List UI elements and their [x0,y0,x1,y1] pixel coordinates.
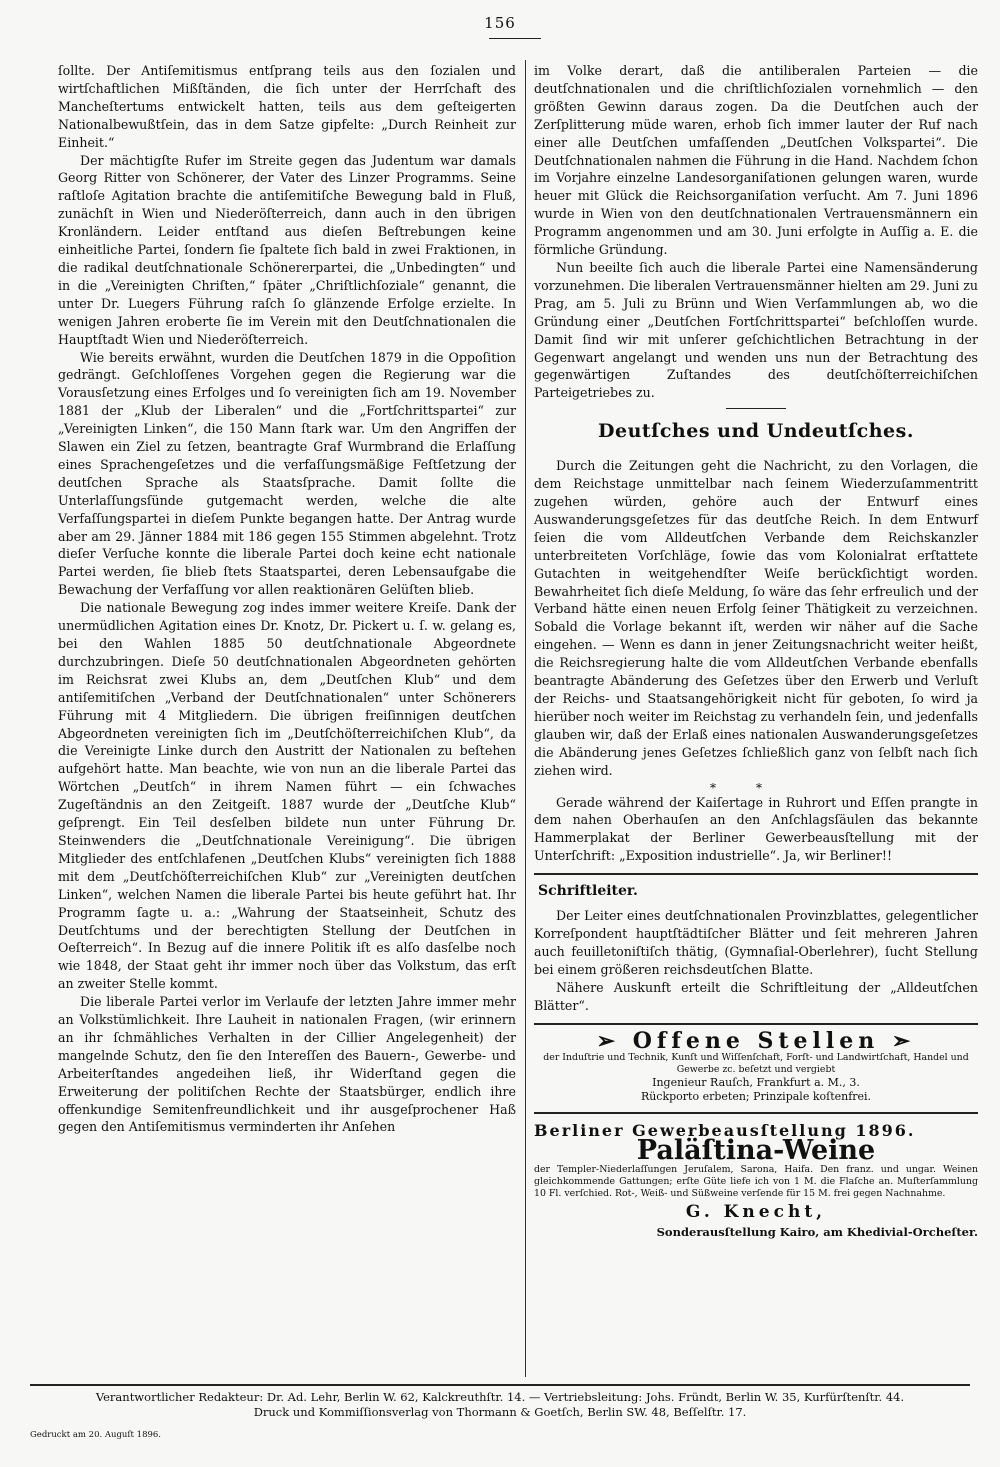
left-column [58,62,516,1136]
page-number-rule [489,38,541,39]
right-column [534,62,978,1242]
article-paragraph: Wie bereits erwähnt, wurden die Deutſchen 1879 in die Oppoſition gedrängt. Geſchloſſenes Vorgehen gegen die Regierung war die Vorausſetzung eines Erfolges und ſo vereinigten ſich am 19. November 1881 der „Klub der Liberalen“ und die „Fortſchrittspartei“ zur „Vereinigten Linken“, die 150 Mann ſtark war. Um den Angriffen der Slawen ein Ziel zu ſetzen, beantragte Graf Wurmbrand die Erlaſſung eines Sprachengeſetzes und die verfaſſungsmäßige Feſtſetzung der deutſchen Sprache als Staatsſprache. Damit ſollte die Unterlaſſungsſünde gutgemacht werden, welche die alte Verfaſſungspartei in dieſem Punkte begangen hatte. Der Antrag wurde aber am 29. Jänner 1884 mit 186 gegen 155 Stimmen abgelehnt. Trotz dieſer Verſuche konnte die liberale Partei doch keine echt nationale Partei werden, ſie blieb ſtets Staatspartei, deren Lebensaufgabe die Bewachung der Verfaſſung vor allen reaktionären Gelüſten blieb. [58,349,516,598]
ornament-right-icon: ➣ [879,1027,916,1054]
article-paragraph: ſollte. Der Antiſemitismus entſprang teils aus den ſozialen und wirtſchaftlichen Mißſtänden, die ſich unter der Herrſchaft des Mancheſtertums entwickelt hatten, teils aus dem geſteigerten Nationalbewußtſein, das in dem Satze gipfelte: „Durch Reinheit zur Einheit.“ [58,63,516,150]
ad-rule [534,873,978,875]
footer-line: Druck und Kommiſſionsverlag von Thormann & Goetſch, Berlin SW. 48, Beſſelſtr. 17. [253,1405,747,1419]
ad-rule [534,1023,978,1025]
section-rule [726,408,786,409]
ad-offene-stellen [534,1027,978,1105]
continued-article [534,62,978,402]
ad-sub: Sonderausſtellung Kairo, am Khedivial-Orcheſter. [656,1225,978,1240]
star-separator: ** [710,780,802,795]
article-paragraph: Die nationale Bewegung zog indes immer weitere Kreiſe. Dank der unermüdlichen Agitation eines Dr. Knotz, Dr. Pickert u. ſ. w. gelang es, bei den Wahlen 1885 50 deutſchnationale Abgeordnete durchzubringen. Dieſe 50 deutſchnationalen Abgeordneten gehörten im Reichsrat zwei Klubs an, dem „Deutſchen Klub“ und dem antiſemitiſchen „Verband der Deutſchnationalen“ unter Schönerers Führung mit 4 Mitgliedern. Die übrigen freiſinnigen deutſchen Abgeordneten vereinigten ſich im „Deutſchöſterreichiſchen Klub“, da die Vereinigte Linke durch den Austritt der Nationalen zu beſtehen aufgehört hatte. Man beachte, wie von nun an die liberale Partei das Wörtchen „Deutſch“ in ihrem Namen führt — ein ſchwaches Zugeſtändnis an den Zeitgeiſt. 1887 wurde der „Deutſche Klub“ geſprengt. Ein Teil desſelben bildete nun unter Führung Dr. Steinwenders die „Deutſchnationale Vereinigung“. Die übrigen Mitglieder des entſchlafenen „Deutſchen Klubs“ vereinigten ſich 1888 mit dem „Deutſchöſterreichiſchen Klub“ zur „Vereinigten deutſchen Linken“, welchen Namen die liberale Partei bis heute geführt hat. Ihr Programm ſagte u. a.: „Wahrung der Staatseinheit, Schutz des Deutſchtums und der berechtigten Stellung der Deutſchen in Oeſterreich“. In Bezug auf die innere Politik iſt es alſo dasſelbe noch wie 1848, der Staat geht ihr immer noch über das Volkstum, das erſt an zweiter Stelle kommt. [58,600,516,992]
article-paragraph: Nun beeilte ſich auch die liberale Partei eine Namensänderung vorzunehmen. Die liberalen Vertrauensmänner hielten am 29. Juni zu Prag, am 5. Juli zu Brünn und Wien Verſammlungen ab, wo die Gründung einer „Deutſchen Fortſchrittspartei“ beſchloſſen wurde. Damit ſind wir mit unſerer geſchichtlichen Betrachtung in der Gegenwart angelangt und wenden uns nun der Betrachtung des gegenwärtigen Zuſtandes des deutſchöſterreichiſchen Parteigetriebes zu. [534,259,978,401]
article-paragraph: Der mächtigſte Rufer im Streite gegen das Judentum war damals Georg Ritter von Schönerer, der Vater des Linzer Programms. Seine raſtloſe Agitation brachte die antiſemitiſche Bewegung bald in Fluß, zunächſt in Wien und Niederöſterreich, dann auch in den übrigen Kronländern. Leider entſtand aus dieſen Beſtrebungen keine einheitliche Partei, ſondern ſie ſpaltete ſich bald in zwei Fraktionen, in die radikal deutſchnationale Schönererpartei, die „Unbedingten“ und in die „Vereinigten Chriſten,“ ſpäter „Chriſtlichſoziale“ genannt, die unter Dr. Luegers Führung raſch ſo glänzende Erfolge erzielte. In wenigen Jahren eroberte ſie im Verein mit den Deutſchnationalen die Hauptſtadt Wien und Niederöſterreich. [58,152,516,347]
ad-contact: Ingenieur Rauſch, Frankfurt a. M., 3. [652,1076,860,1090]
ad-rule [534,1112,978,1114]
imprint-footer [30,1384,970,1420]
ad-name: G. Knecht, [685,1202,827,1223]
article-paragraph: Gerade während der Kaiſertage in Ruhrort und Eſſen prangte in dem nahen Oberhauſen an den Anſchlagsſäulen das bekannte Hammerplakat der Berliner Gewerbeausſtellung mit der Unterſchrift: „Exposition industrielle“. Ja, wir Berliner!! [534,794,978,864]
footer-line: Verantwortlicher Redakteur: Dr. Ad. Lehr, Berlin W. 62, Kalckreuthſtr. 14. — Vertriebsleitung: Johs. Fründt, Berlin W. 35, Kurfürſtenſtr. 44. [95,1390,905,1404]
ad-body: der Templer-Niederlaſſungen Jeruſalem, Sarona, Haifa. Den franz. und ungar. Weinen gleichkommende Gattungen; erſte Güte liefe ich von 1 M. die Flaſche an. Muſterſammlung 10 Fl. verſchied. Rot-, Weiß- und Süßweine verſende für 15 M. frei gegen Nachnahme. [534,1164,978,1200]
ornament-left-icon: ➢ [596,1027,633,1054]
article-paragraph: Durch die Zeitungen geht die Nachricht, zu den Vorlagen, die dem Reichstage unmittelbar nach ſeinem Wiederzuſammentritt zugehen würden, gehöre auch der Entwurf eines Auswanderungsgeſetzes für das deutſche Reich. In dem Entwurf ſeien die vom Alldeutſchen Verbande dem Reichskanzler unterbreiteten Vorſchläge, ſowie das vom Kolonialrat erſtattete Gutachten in weitgehendſter Weiſe berückſichtigt worden. Bewahrheitet ſich dieſe Meldung, ſo wäre das ſehr erfreulich und der Verband hätte einen neuen Erfolg ſeiner Thätigkeit zu verzeichnen. Sobald die Vorlage bekannt iſt, werden wir näher auf die Sache eingehen. — Wenn es dann in jener Zeitungsnachricht weiter heißt, die Reichsregierung halte die vom Alldeutſchen Verbande ebenfalls beantragte Abänderung des Geſetzes über den Erwerb und Verluſt der Reichs- und Staatsangehörigkeit nicht für geboten, ſo wird ja hierüber noch weiter im Reichstag zu verhandeln ſein, und jedenfalls glauben wir, daß der Erlaß eines nationalen Auswanderungsgeſetzes die Abänderung jenes Geſetzes ſchließlich ganz von ſelbſt nach ſich ziehen wird. [534,458,978,778]
ad-heading: ➢ Offene Stellen ➣ [596,1027,916,1054]
column-divider [525,60,526,1377]
ad-paragraph: Der Leiter eines deutſchnationalen Provinzblattes, gelegentlicher Korreſpondent hauptſtädtiſcher Blätter und ſeit mehreren Jahren auch feuilletoniſtiſch thätig, (Gymnaſial-Oberlehrer), ſucht Stellung bei einem größeren reichsdeutſchen Blatte. [534,908,978,977]
ad-heading: Paläſtina-Weine [636,1135,876,1167]
ad-schriftleiter [534,883,978,1014]
article-paragraph: im Volke derart, daß die antiliberalen Parteien — die deutſchnationalen und die chriſtlichſozialen vornehmlich — den größten Gewinn daraus zogen. Da die Deutſchen auch der Zerſplitterung müde waren, erhob ſich immer lauter der Ruf nach einer alle Deutſchen umfaſſenden „Deutſchen Volkspartei“. Die Deutſchnationalen nahmen die Führung in die Hand. Nachdem ſchon im Vorjahre einzelne Landesorganiſationen gelungen waren, wurde heuer mit Glück die Reichsorganiſation verſucht. Am 7. Juni 1896 wurde in Wien von den deutſchnationalen Vertrauensmännern ein Programm angenommen und am 30. Juni erfolgte in Auſſig a. E. die förmliche Gründung. [534,63,978,258]
page-number: 156 [484,14,516,32]
article-heading: Deutſches und Undeutſches. [598,420,914,443]
ad-note: Rückporto erbeten; Prinzipale koſtenfrei. [640,1090,872,1104]
ad-palaestina-weine [534,1122,978,1242]
ad-top-line: Berliner Gewerbeausſtellung 1896. [534,1121,916,1141]
ad-heading: Schriftleiter. [538,883,638,900]
ad-subline: der Induſtrie und Technik, Kunſt und Wiſſenſchaft, Forſt- und Landwirtſchaft, Handel und Gewerbe zc. beſetzt und vergiebt [543,1052,969,1076]
article-paragraph: Die liberale Partei verlor im Verlaufe der letzten Jahre immer mehr an Volkstümlichkeit. Ihre Lauheit in nationalen Fragen, (wir erinnern an ihr ſchmähliches Verhalten in der Cillier Angelegenheit) der mangelnde Schutz, den ſie den Intereſſen des Bauern-, Gewerbe- und Arbeiterſtandes angedeihen ließ, ihr Widerſtand gegen die Erweiterung der politiſchen Rechte der Staatsbürger, endlich ihre offenkundige Semitenfreundlichkeit und ihr ausgeſprochener Haß gegen den Antiſemitismus verminderten ihr Anſehen [58,994,516,1135]
ad-paragraph: Nähere Auskunft erteilt die Schriftleitung der „Alldeutſchen Blätter“. [534,979,978,1013]
printed-date: Gedruckt am 20. Auguſt 1896. [30,1430,162,1440]
